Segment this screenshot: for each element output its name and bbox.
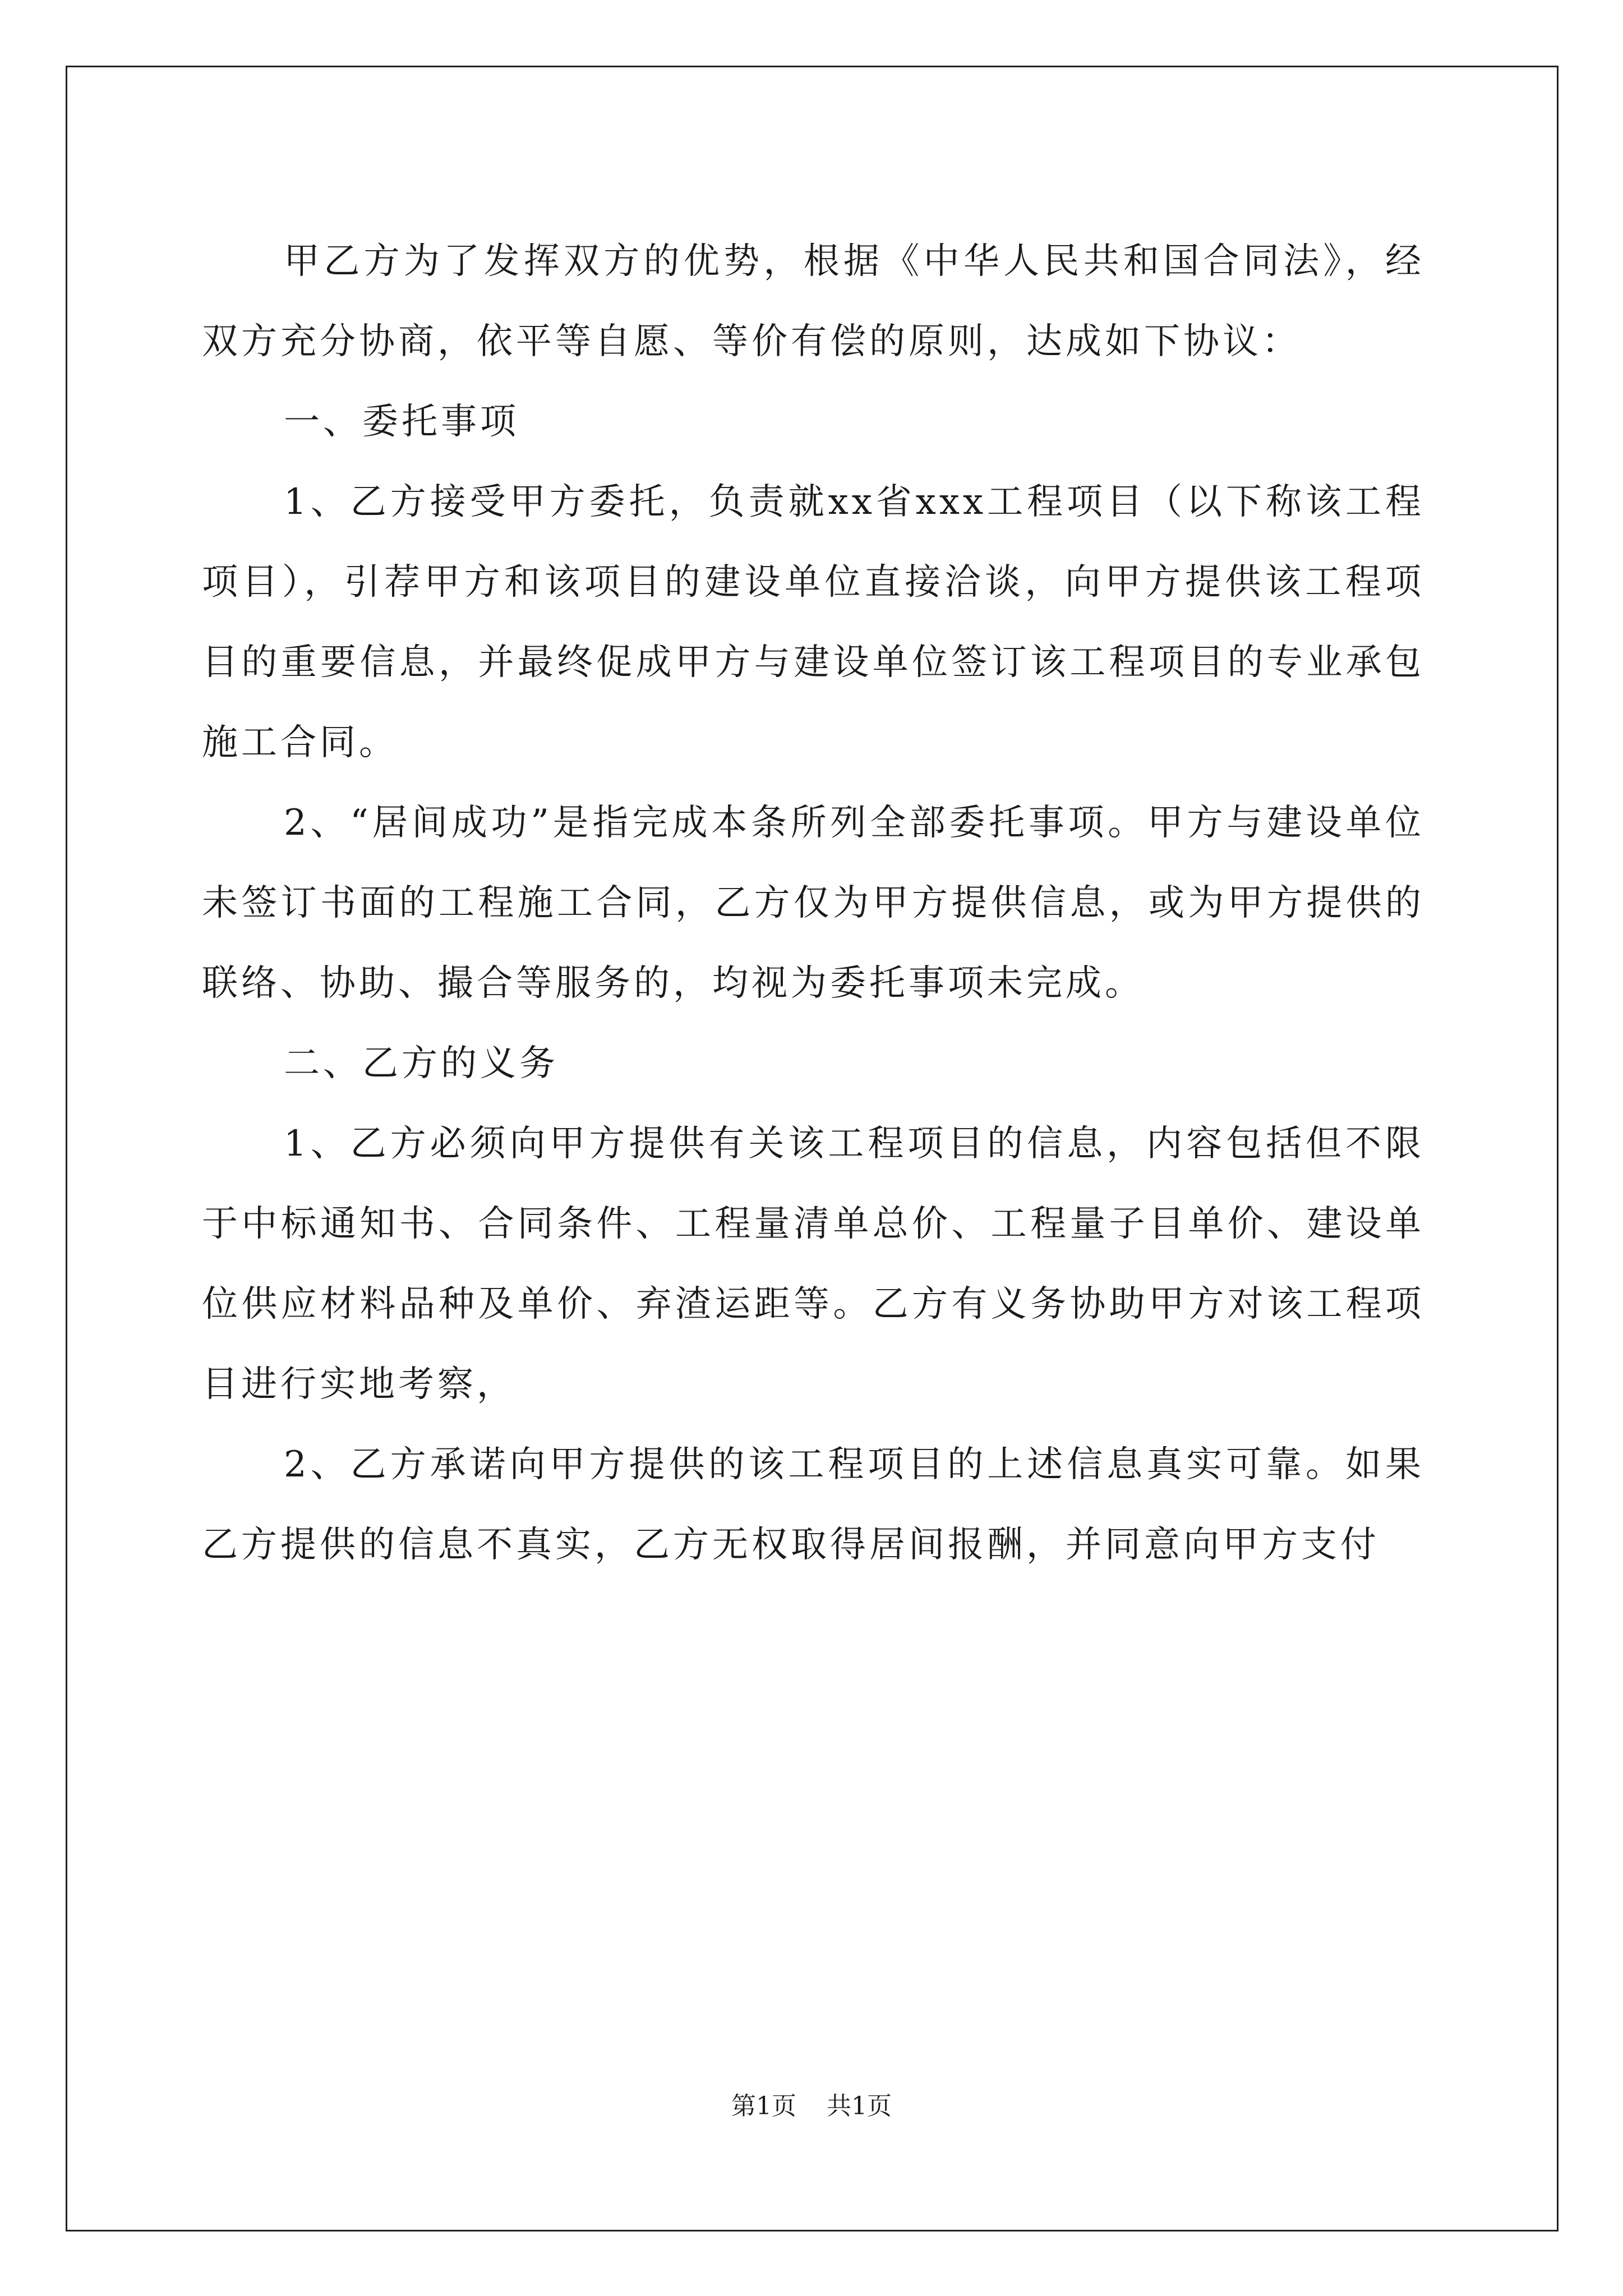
page-total: 共1页 [827,2092,892,2120]
document-body [202,222,1424,1585]
heading-entrusted-matters: 一、委托事项 [284,401,519,443]
heading-party-b-obligations: 二、乙方的义务 [284,1043,559,1084]
paragraph-clause-2-1: 1、乙方必须向甲方提供有关该工程项目的信息，内容包括但不限于中标通知书、合同条件、工程量清单总价、工程量子目单价、建设单位供应材料品种及单价、弃渣运距等。乙方有义务协助甲方对该工程项目进行实地考察， [202,1123,1424,1405]
page-footer [0,2090,1623,2123]
paragraph-intro: 甲乙方为了发挥双方的优势，根据《中华人民共和国合同法》，经双方充分协商，依平等自愿、等价有偿的原则，达成如下协议： [202,241,1424,362]
paragraph-clause-1-1: 1、乙方接受甲方委托，负责就xx省xxx工程项目（以下称该工程项目），引荐甲方和该项目的建设单位直接洽谈，向甲方提供该工程项目的重要信息，并最终促成甲方与建设单位签订该工程项目的专业承包施工合同。 [202,481,1424,763]
page-number: 第1页 [731,2092,796,2120]
paragraph-clause-2-2: 2、乙方承诺向甲方提供的该工程项目的上述信息真实可靠。如果乙方提供的信息不真实，乙方无权取得居间报酬，并同意向甲方支付 [202,1444,1424,1566]
paragraph-clause-1-2: 2、“居间成功”是指完成本条所列全部委托事项。甲方与建设单位未签订书面的工程施工合同，乙方仅为甲方提供信息，或为甲方提供的联络、协助、撮合等服务的，均视为委托事项未完成。 [202,802,1424,1004]
